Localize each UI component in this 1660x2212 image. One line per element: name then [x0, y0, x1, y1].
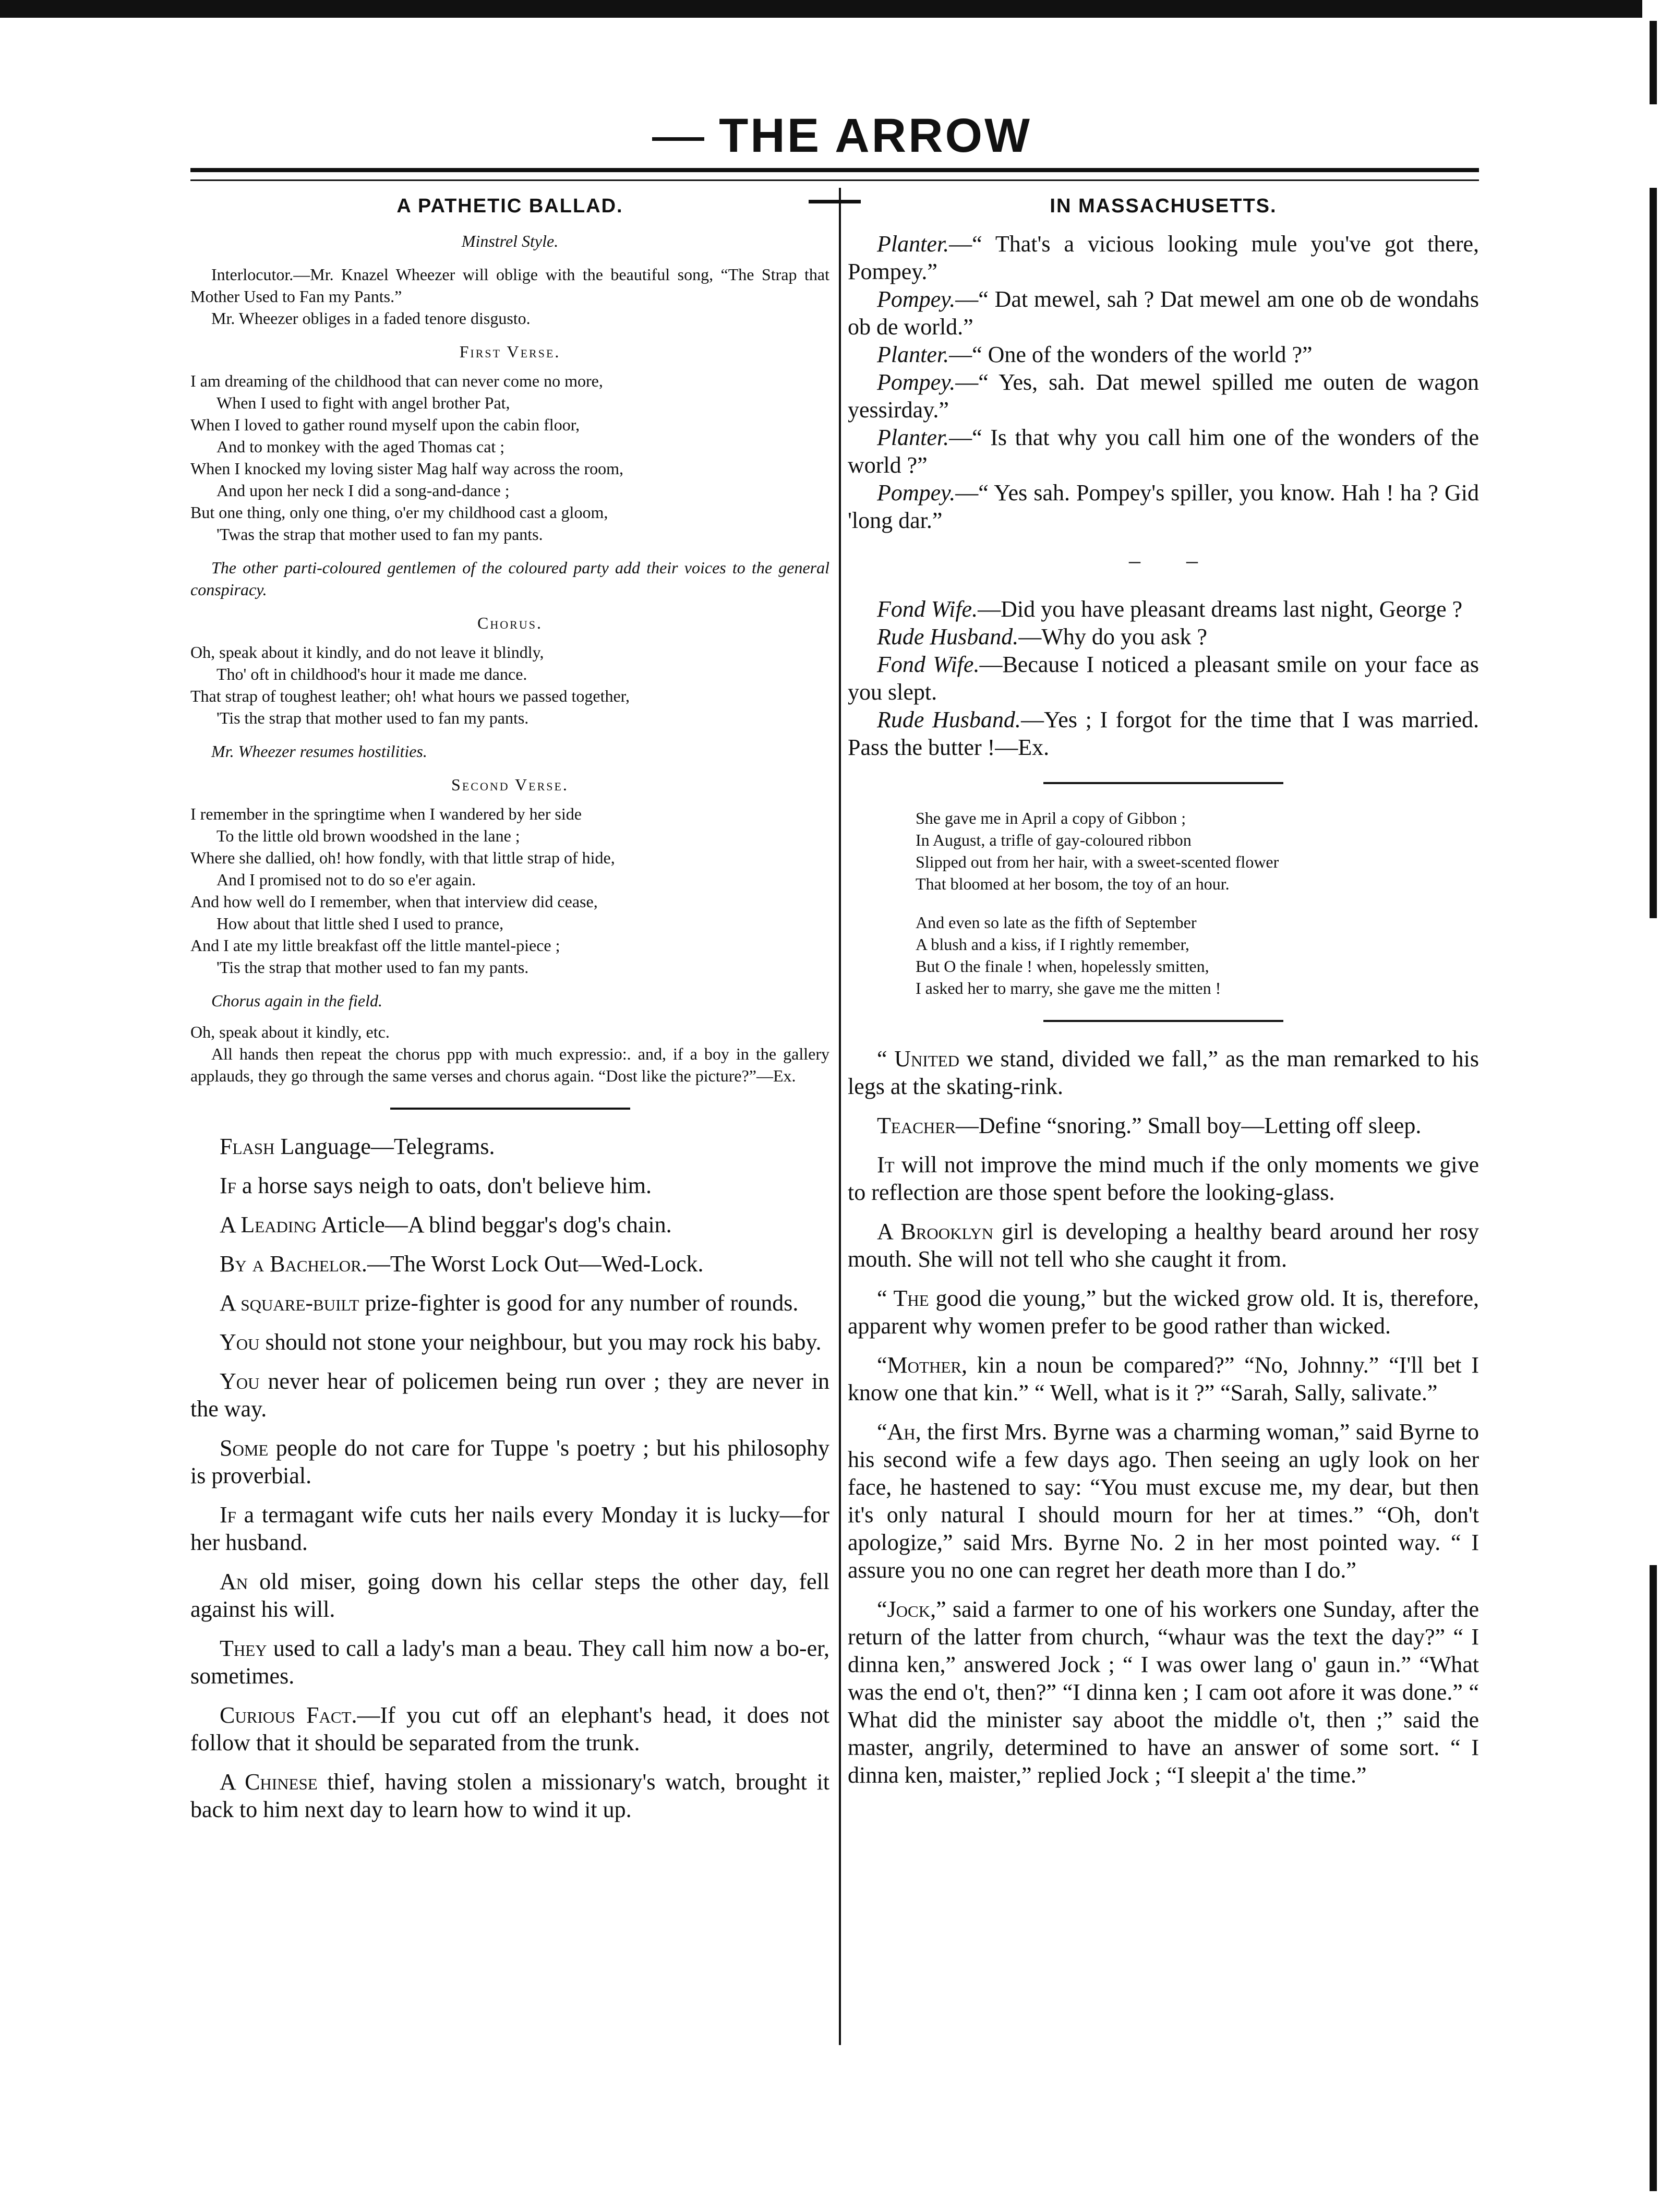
- joke-item: [190, 1768, 829, 1823]
- column-divider: [839, 188, 841, 2045]
- joke-item: [848, 1418, 1479, 1584]
- speaker: Pompey.: [877, 286, 956, 312]
- joke-item: [190, 1250, 829, 1278]
- joke-lead: A Brooklyn: [877, 1219, 994, 1244]
- joke-item: [190, 1501, 829, 1556]
- speaker: Planter.: [877, 425, 949, 450]
- speech: —“ That's a vicious looking mule you've got there, Pompey.”: [848, 231, 1479, 284]
- joke-list-left: [190, 1133, 829, 1823]
- speech: —“ Yes, sah. Dat mewel spilled me outen de wagon yessirday.”: [848, 369, 1479, 423]
- right-column: [848, 188, 1479, 1800]
- speaker: Pompey.: [877, 369, 956, 395]
- dash-mark: – –: [1129, 548, 1198, 573]
- scan-border-right: [1642, 0, 1660, 2212]
- speaker: Pompey.: [877, 480, 956, 506]
- verse-line: And upon her neck I did a song-and-dance ;: [216, 481, 510, 500]
- masthead-dash-left: [652, 137, 704, 141]
- joke-lead: Curious Fact.: [220, 1702, 357, 1728]
- joke-lead: “ The: [877, 1285, 929, 1311]
- speech: —Why do you ask ?: [1018, 624, 1208, 650]
- chorus-line: 'Tis the strap that mother used to fan my pants.: [216, 708, 529, 727]
- chorus: [190, 641, 829, 729]
- joke-lead: A square-built: [220, 1290, 359, 1316]
- speech: —“ Yes sah. Pompey's spiller, you know. Hah ! ha ? Gid 'long dar.”: [848, 480, 1479, 533]
- section-separator: [1043, 782, 1283, 784]
- joke-lead: If: [220, 1173, 236, 1198]
- verse-line: And I promised not to do so e'er again.: [216, 870, 476, 889]
- speech: —“ Is that why you call him one of the wonders of the world ?”: [848, 425, 1479, 478]
- masthead: [600, 104, 1069, 167]
- first-verse: [190, 370, 829, 545]
- poem-line: And even so late as the fifth of September: [916, 913, 1197, 932]
- joke-item: [848, 1218, 1479, 1273]
- joke-list-right: [848, 1045, 1479, 1789]
- joke-text: prize-fighter is good for any number of rounds.: [359, 1290, 799, 1316]
- verse-line: When I knocked my loving sister Mag half way across the room,: [190, 459, 624, 478]
- chorus-line: That strap of toughest leather; oh! what hours we passed together,: [190, 687, 630, 705]
- joke-text: —If you cut off an elephant's head, it does not follow that it should be separated from the trunk.: [190, 1702, 829, 1756]
- joke-text: used to call a lady's man a beau. They call him now a bo-er, sometimes.: [190, 1636, 829, 1689]
- verse-line: How about that little shed I used to prance,: [216, 914, 504, 933]
- verse-line: And to monkey with the aged Thomas cat ;: [216, 437, 505, 456]
- joke-text: good die young,” but the wicked grow old. It is, therefore, apparent why women prefer to be good rather than wicked.: [848, 1285, 1479, 1339]
- verse-line: 'Twas the strap that mother used to fan my pants.: [216, 525, 543, 544]
- speech: —“ One of the wonders of the world ?”: [949, 342, 1313, 367]
- ballad-intro-2: Mr. Wheezer obliges in a faded tenore disgusto.: [211, 309, 531, 328]
- verse-line: I remember in the springtime when I wandered by her side: [190, 804, 582, 823]
- verse-line: I am dreaming of the childhood that can never come no more,: [190, 371, 603, 390]
- poem-line: But O the finale ! when, hopelessly smitten,: [916, 957, 1209, 976]
- stage-direction: The other parti-coloured gentlemen of the coloured party add their voices to the general conspiracy.: [190, 558, 829, 599]
- dialogue-line: [848, 230, 1479, 285]
- ballad-title: A PATHETIC BALLAD.: [396, 195, 623, 217]
- joke-text: —The Worst Lock Out—Wed-Lock.: [367, 1251, 704, 1277]
- speech: —Did you have pleasant dreams last night, George ?: [978, 596, 1463, 622]
- joke-lead: If: [220, 1502, 236, 1528]
- first-verse-heading: First Verse.: [459, 342, 561, 361]
- joke-item: [848, 1284, 1479, 1340]
- speech: —Because I noticed a pleasant smile on your face as you slept.: [848, 652, 1479, 705]
- joke-text: Article—A blind beggar's dog's chain.: [317, 1212, 672, 1237]
- joke-text: should not stone your neighbour, but you may rock his baby.: [259, 1329, 822, 1355]
- joke-item: [190, 1434, 829, 1489]
- joke-text: a horse says neigh to oats, don't believe him.: [236, 1173, 652, 1198]
- section-separator: [390, 1108, 630, 1110]
- speaker: Rude Husband.: [877, 707, 1021, 732]
- speaker: Planter.: [877, 231, 949, 257]
- joke-text: thief, having stolen a missionary's watch, brought it back to him next day to learn how to wind it up.: [190, 1769, 829, 1822]
- verse-line: To the little old brown woodshed in the lane ;: [216, 826, 520, 845]
- joke-item: [848, 1045, 1479, 1100]
- verse-line: 'Tis the strap that mother used to fan my pants.: [216, 958, 529, 977]
- joke-item: [848, 1595, 1479, 1789]
- section-separator: [1043, 1020, 1283, 1022]
- speech: —“ Dat mewel, sah ? Dat mewel am one ob de wondahs ob de world.”: [848, 286, 1479, 340]
- verse-line: When I loved to gather round myself upon the cabin floor,: [190, 415, 580, 434]
- joke-item: [190, 1367, 829, 1423]
- poem-line: That bloomed at her bosom, the toy of an hour.: [916, 874, 1230, 893]
- dialogue-line: [848, 479, 1479, 534]
- speech: —Yes ; I forgot for the time that I was married. Pass the butter !—Ex.: [848, 707, 1479, 760]
- verse-line: But one thing, only one thing, o'er my childhood cast a gloom,: [190, 503, 608, 522]
- joke-lead: “Jock,”: [877, 1596, 946, 1622]
- joke-item: [190, 1701, 829, 1757]
- speaker: Planter.: [877, 342, 949, 367]
- joke-item: [848, 1112, 1479, 1139]
- joke-text: said a farmer to one of his workers one Sunday, after the return of the latter from church, “whaur was the text the day?” “ I dinna ken,” answered Jock ; “ I was ower lang o' gaun in.” “What was the end o't, then?” “I dinna ken ; I cam oot afore it was done.” “ What did the minister say aboot the middle o't, then ;” said the master, angrily, determined to have an answer of some sort. “ I dinna ken, maister,” replied Jock ; “I sleepit a' the time.”: [848, 1596, 1479, 1788]
- verse-line: And how well do I remember, when that interview did cease,: [190, 892, 598, 911]
- speaker: Rude Husband.: [877, 624, 1019, 650]
- joke-lead: It: [877, 1152, 895, 1177]
- chorus-again: Oh, speak about it kindly, etc.: [190, 1023, 390, 1041]
- joke-text: girl is developing a healthy beard around her rosy mouth. She will not tell who she caught it from.: [848, 1219, 1479, 1272]
- dialogue-line: [848, 623, 1479, 651]
- joke-item: [848, 1351, 1479, 1406]
- joke-item: [190, 1328, 829, 1356]
- header-rule-thin: [190, 179, 1479, 181]
- joke-item: [848, 1151, 1479, 1206]
- joke-item: [190, 1568, 829, 1623]
- joke-lead: “Ah,: [877, 1419, 921, 1445]
- joke-lead: A Leading: [220, 1212, 317, 1237]
- ballad-ending: All hands then repeat the chorus ppp with much expressio:. and, if a boy in the gallery applauds, they go through the same verses and chorus again. “Dost like the picture?”—Ex.: [190, 1044, 829, 1085]
- joke-lead: Some: [220, 1435, 269, 1461]
- joke-text: never hear of policemen being run over ; they are never in the way.: [190, 1368, 829, 1422]
- joke-lead: “Mother,: [877, 1352, 967, 1378]
- joke-item: [190, 1172, 829, 1199]
- joke-lead: By a Bachelor.: [220, 1251, 367, 1277]
- joke-lead: Flash: [220, 1134, 275, 1159]
- masthead-title: THE ARROW: [719, 109, 1032, 162]
- second-verse-heading: Second Verse.: [451, 775, 569, 794]
- dialogue-line: [848, 341, 1479, 368]
- left-column: [190, 188, 829, 1835]
- second-verse: [190, 803, 829, 978]
- poem-line: In August, a trifle of gay-coloured ribbon: [916, 831, 1192, 849]
- poem-line: A blush and a kiss, if I rightly remember,: [916, 935, 1189, 954]
- poem-line: She gave me in April a copy of Gibbon ;: [916, 809, 1186, 827]
- gibbon-poem: [848, 807, 1479, 999]
- joke-item: [190, 1289, 829, 1317]
- massachusetts-heading: IN MASSACHUSETTS.: [1050, 195, 1277, 217]
- dialogue-line: [848, 368, 1479, 424]
- joke-item: [190, 1211, 829, 1239]
- ballad-intro: Interlocutor.—Mr. Knazel Wheezer will oblige with the beautiful song, “The Strap that Mother Used to Fan my Pants.”: [190, 265, 829, 306]
- dialogue-line: [848, 285, 1479, 341]
- scan-border-top: [0, 0, 1660, 18]
- joke-lead: They: [220, 1636, 267, 1661]
- verse-line: And I ate my little breakfast off the little mantel-piece ;: [190, 936, 560, 955]
- dialogue-line: [848, 595, 1479, 623]
- chorus-heading: Chorus.: [477, 614, 543, 632]
- joke-item: [190, 1133, 829, 1160]
- verse-line: Where she dallied, oh! how fondly, with that little strap of hide,: [190, 848, 615, 867]
- joke-lead: A Chinese: [220, 1769, 318, 1795]
- dialogue-line: [848, 651, 1479, 706]
- dialogue-planter-pompey: [848, 230, 1479, 534]
- joke-lead: Teacher: [877, 1113, 956, 1138]
- joke-text: we stand, divided we fall,” as the man remarked to his legs at the skating-rink.: [848, 1046, 1479, 1099]
- joke-lead: An: [220, 1569, 248, 1594]
- joke-text: old miser, going down his cellar steps the other day, fell against his will.: [190, 1569, 829, 1622]
- joke-lead: You: [220, 1368, 260, 1394]
- joke-text: kin a noun be compared?” “No, Johnny.” “I'll bet I know one that kin.” “ Well, what is it ?” “Sarah, Sally, salivate.”: [848, 1352, 1479, 1405]
- joke-text: the first Mrs. Byrne was a charming woman,” said Byrne to his second wife a few days ago. Then seeing an ugly look on her face, he hastened to say: “You must excuse me, my dear, but then it's only natural I should mourn for her at times.” “Oh, don't apologize,” said Mrs. Byrne No. 2 in her most pointed way. “ I assure you no one can regret her death more than I do.”: [848, 1419, 1479, 1583]
- header-rule-thick: [190, 168, 1479, 172]
- ballad-subtitle: Minstrel Style.: [461, 232, 559, 250]
- speaker: Fond Wife.: [877, 652, 980, 677]
- speaker: Fond Wife.: [877, 596, 978, 622]
- dialogue-line: [848, 706, 1479, 761]
- joke-text: Language—Telegrams.: [274, 1134, 495, 1159]
- stage-direction: Chorus again in the field.: [211, 991, 382, 1010]
- joke-lead: “ United: [877, 1046, 959, 1072]
- joke-text: will not improve the mind much if the only moments we give to reflection are those spent before the looking-glass.: [848, 1152, 1479, 1205]
- verse-line: When I used to fight with angel brother Pat,: [216, 393, 510, 412]
- poem-line: Slipped out from her hair, with a sweet-scented flower: [916, 852, 1279, 871]
- chorus-line: Tho' oft in childhood's hour it made me dance.: [216, 665, 527, 683]
- dialogue-wife-husband: [848, 595, 1479, 761]
- chorus-line: Oh, speak about it kindly, and do not leave it blindly,: [190, 643, 544, 662]
- joke-text: people do not care for Tuppe 's poetry ; but his philosophy is proverbial.: [190, 1435, 829, 1488]
- joke-item: [190, 1634, 829, 1690]
- dialogue-line: [848, 424, 1479, 479]
- poem-line: I asked her to marry, she gave me the mitten !: [916, 979, 1221, 997]
- joke-lead: You: [220, 1329, 260, 1355]
- joke-text: —Define “snoring.” Small boy—Letting off sleep.: [955, 1113, 1422, 1138]
- stage-direction: Mr. Wheezer resumes hostilities.: [211, 742, 427, 761]
- joke-text: a termagant wife cuts her nails every Monday it is lucky—for her husband.: [190, 1502, 829, 1555]
